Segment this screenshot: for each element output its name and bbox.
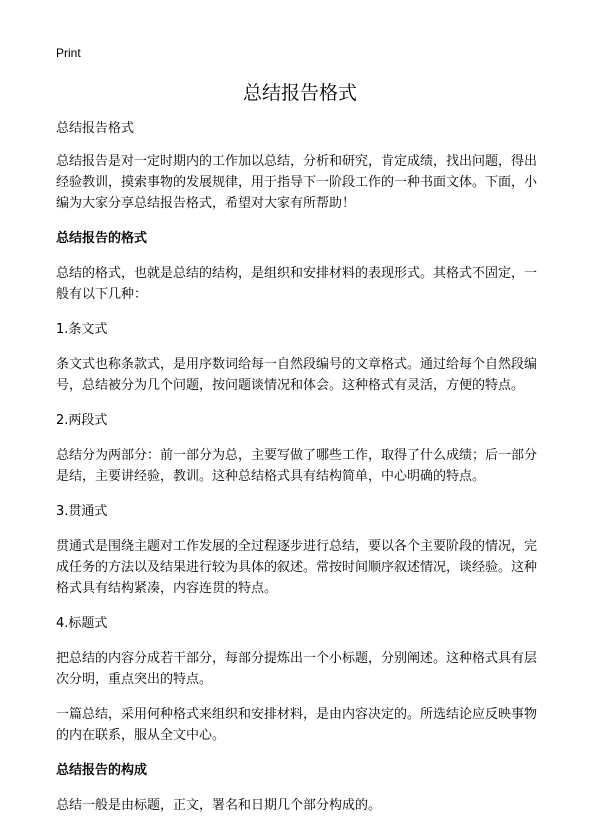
- format-intro-paragraph: 总结的格式，也就是总结的结构，是组织和安排材料的表现形式。其格式不固定，一般有以下几种：: [56, 266, 538, 302]
- item-heading-two-part: 2.两段式: [56, 413, 108, 428]
- page-title: 总结报告格式: [242, 82, 357, 104]
- item-heading-continuous: 3.贯通式: [56, 504, 108, 519]
- section-heading-format: 总结报告的格式: [56, 231, 148, 246]
- article-body: [56, 118, 548, 830]
- item-body-subtitled: 把总结的内容分成若干部分，每部分提炼出一个小标题，分别阐述。这种格式具有层次分明，重点突出的特点。: [56, 651, 538, 687]
- structure-paragraph: 总结一般是由标题，正文，署名和日期几个部分构成的。: [56, 798, 382, 813]
- article-subtitle: 总结报告格式: [56, 121, 135, 136]
- intro-paragraph: 总结报告是对一定时期内的工作加以总结，分析和研究，肯定成绩，找出问题，得出经验教训，摸索事物的发展规律，用于指导下一阶段工作的一种书面文体。下面，小编为大家分享总结报告格式，希望对大家有所帮助！: [56, 154, 538, 211]
- item-heading-subtitled: 4.标题式: [56, 616, 108, 631]
- item-heading-clause: 1.条文式: [56, 322, 108, 337]
- item-body-continuous: 贯通式是围绕主题对工作发展的全过程逐步进行总结，要以各个主要阶段的情况，完成任务的方法以及结果进行较为具体的叙述。常按时间顺序叙述情况，谈经验。这种格式具有结构紧凑，内容连贯的特点。: [56, 539, 538, 596]
- item-body-clause: 条文式也称条款式，是用序数词给每一自然段编号的文章格式。通过给每个自然段编号，总结被分为几个问题，按问题谈情况和体会。这种格式有灵活，方便的特点。: [56, 357, 538, 393]
- section-heading-structure: 总结报告的构成: [56, 763, 148, 778]
- closing-paragraph: 一篇总结，采用何种格式来组织和安排材料，是由内容决定的。所选结论应反映事物的内在联系，服从全文中心。: [56, 707, 538, 743]
- print-link[interactable]: Print: [56, 46, 81, 60]
- item-body-two-part: 总结分为两部分：前一部分为总，主要写做了哪些工作，取得了什么成绩；后一部分是结，主要讲经验，教训。这种总结格式具有结构简单，中心明确的特点。: [56, 448, 538, 484]
